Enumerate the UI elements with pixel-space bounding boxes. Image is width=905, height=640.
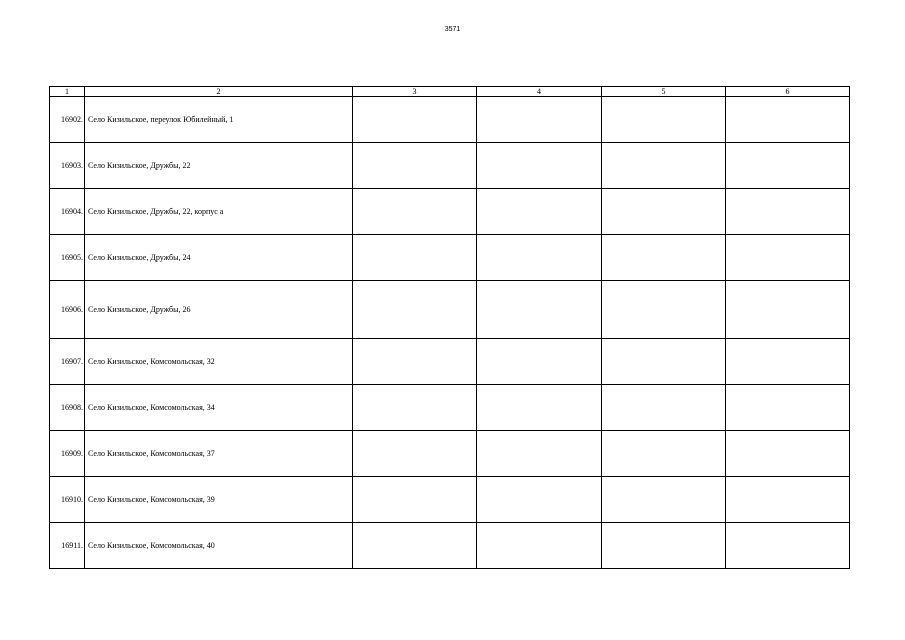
table-row <box>50 339 850 385</box>
empty-cell <box>353 281 477 339</box>
row-number-cell: 16907. <box>50 339 85 385</box>
empty-cell <box>602 431 726 477</box>
row-number-cell: 16909. <box>50 431 85 477</box>
address-cell: Село Кизильское, Комсомольская, 32 <box>85 339 353 385</box>
table-row <box>50 431 850 477</box>
empty-cell <box>353 431 477 477</box>
empty-cell <box>353 97 477 143</box>
address-cell: Село Кизильское, Дружбы, 22 <box>85 143 353 189</box>
empty-cell <box>726 235 850 281</box>
address-cell: Село Кизильское, Дружбы, 22, корпус а <box>85 189 353 235</box>
address-cell: Село Кизильское, Дружбы, 24 <box>85 235 353 281</box>
empty-cell <box>353 235 477 281</box>
empty-cell <box>353 143 477 189</box>
empty-cell <box>477 281 602 339</box>
empty-cell <box>726 281 850 339</box>
header-row <box>50 87 850 97</box>
empty-cell <box>477 477 602 523</box>
column-header: 3 <box>353 87 477 97</box>
empty-cell <box>353 477 477 523</box>
address-cell: Село Кизильское, переулок Юбилейный, 1 <box>85 97 353 143</box>
empty-cell <box>726 189 850 235</box>
row-number-cell: 16902. <box>50 97 85 143</box>
address-cell: Село Кизильское, Комсомольская, 34 <box>85 385 353 431</box>
row-number-cell: 16903. <box>50 143 85 189</box>
empty-cell <box>477 189 602 235</box>
empty-cell <box>726 97 850 143</box>
empty-cell <box>602 235 726 281</box>
empty-cell <box>726 385 850 431</box>
empty-cell <box>477 97 602 143</box>
empty-cell <box>477 339 602 385</box>
row-number-cell: 16905. <box>50 235 85 281</box>
empty-cell <box>477 523 602 569</box>
table-row <box>50 477 850 523</box>
column-header: 6 <box>726 87 850 97</box>
table-row <box>50 523 850 569</box>
address-cell: Село Кизильское, Комсомольская, 39 <box>85 477 353 523</box>
empty-cell <box>602 523 726 569</box>
empty-cell <box>602 385 726 431</box>
table-row <box>50 385 850 431</box>
column-header: 5 <box>602 87 726 97</box>
table-row <box>50 235 850 281</box>
address-cell: Село Кизильское, Комсомольская, 40 <box>85 523 353 569</box>
empty-cell <box>602 97 726 143</box>
empty-cell <box>602 339 726 385</box>
empty-cell <box>602 477 726 523</box>
address-cell: Село Кизильское, Дружбы, 26 <box>85 281 353 339</box>
table-row <box>50 281 850 339</box>
row-number-cell: 16911. <box>50 523 85 569</box>
empty-cell <box>477 235 602 281</box>
empty-cell <box>477 431 602 477</box>
row-number-cell: 16908. <box>50 385 85 431</box>
empty-cell <box>353 189 477 235</box>
empty-cell <box>726 477 850 523</box>
page-number: 3571 <box>444 26 461 33</box>
table-row <box>50 189 850 235</box>
address-registry-table <box>49 86 850 569</box>
empty-cell <box>602 281 726 339</box>
column-header: 4 <box>477 87 602 97</box>
row-number-cell: 16904. <box>50 189 85 235</box>
empty-cell <box>353 339 477 385</box>
column-header: 1 <box>50 87 85 97</box>
table-row <box>50 143 850 189</box>
row-number-cell: 16906. <box>50 281 85 339</box>
empty-cell <box>477 385 602 431</box>
row-number-cell: 16910. <box>50 477 85 523</box>
empty-cell <box>726 431 850 477</box>
empty-cell <box>477 143 602 189</box>
empty-cell <box>353 385 477 431</box>
empty-cell <box>726 523 850 569</box>
empty-cell <box>353 523 477 569</box>
empty-cell <box>602 189 726 235</box>
address-cell: Село Кизильское, Комсомольская, 37 <box>85 431 353 477</box>
column-header: 2 <box>85 87 353 97</box>
empty-cell <box>726 143 850 189</box>
empty-cell <box>726 339 850 385</box>
empty-cell <box>602 143 726 189</box>
table-row <box>50 97 850 143</box>
